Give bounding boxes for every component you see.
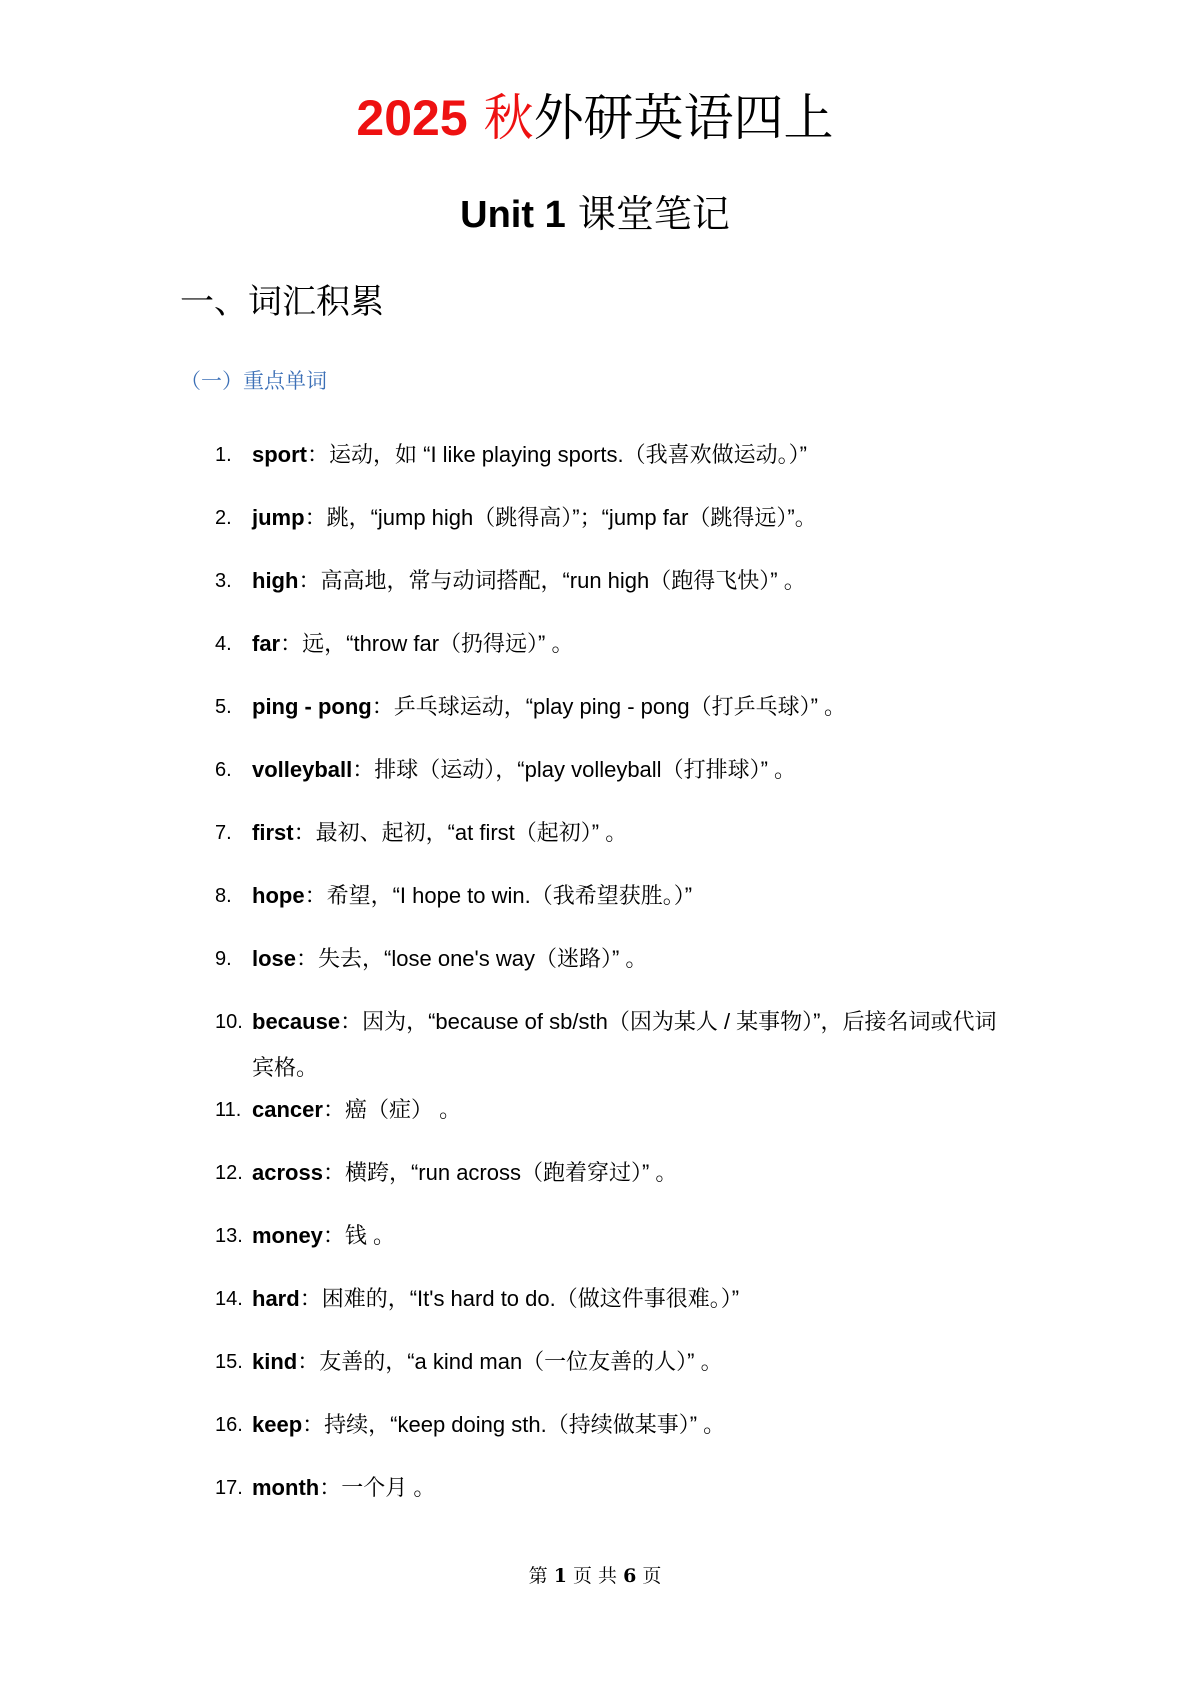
vocab-item <box>215 1158 1015 1221</box>
vocab-number: 13. <box>215 1225 243 1247</box>
vocab-word: cancer <box>252 1097 323 1122</box>
vocab-item <box>215 566 1015 629</box>
vocab-number: 14. <box>215 1288 243 1310</box>
vocab-word: far <box>252 631 281 656</box>
vocab-word: because <box>252 1009 341 1034</box>
vocab-number: 7. <box>215 822 232 844</box>
title-rest: 外研英语四上 <box>533 89 834 147</box>
vocab-word: keep <box>252 1412 303 1437</box>
vocab-number: 3. <box>215 570 232 592</box>
section-heading: 一、词汇积累 <box>180 282 384 322</box>
vocab-description: ：希望，“I hope to win.（我希望获胜。）” <box>304 883 693 908</box>
vocab-description: ：乒乓球运动，“play ping - pong（打乒乓球）” 。 <box>371 694 847 719</box>
vocab-description: ：癌（症） 。 <box>322 1097 462 1122</box>
vocab-description: ：运动，如 “I like playing sports.（我喜欢做运动。）” <box>307 442 807 467</box>
vocab-word: first <box>252 820 294 845</box>
vocab-item <box>215 440 1015 503</box>
vocab-item <box>215 1095 1015 1158</box>
vocab-description: ：一个月 。 <box>319 1475 436 1500</box>
subtitle-rest: 课堂笔记 <box>577 192 730 236</box>
vocab-word: month <box>252 1475 320 1500</box>
vocab-number: 9. <box>215 948 232 970</box>
document-title <box>0 88 1190 148</box>
vocab-item <box>215 1410 1015 1473</box>
vocab-word: kind <box>252 1349 298 1374</box>
vocab-item <box>215 755 1015 818</box>
vocab-description: ：排球（运动），“play volleyball（打排球）” 。 <box>352 757 797 782</box>
vocab-word: jump <box>252 505 305 530</box>
vocab-list <box>215 440 1015 1536</box>
vocab-number: 12. <box>215 1162 243 1184</box>
vocab-number: 5. <box>215 696 232 718</box>
vocab-description: ：友善的，“a kind man（一位友善的人）” 。 <box>297 1349 723 1374</box>
vocab-item <box>215 1347 1015 1410</box>
vocab-word: hard <box>252 1286 300 1311</box>
vocab-description: ：远，“throw far（扔得远）” 。 <box>280 631 574 656</box>
vocab-description: ：持续，“keep doing sth.（持续做某事）” 。 <box>302 1412 726 1437</box>
vocab-number: 10. <box>215 1011 243 1033</box>
vocab-number: 1. <box>215 444 232 466</box>
vocab-number: 8. <box>215 885 232 907</box>
vocab-word: sport <box>252 442 307 467</box>
vocab-description: ：失去，“lose one's way（迷路）” 。 <box>296 946 648 971</box>
vocab-item <box>215 503 1015 566</box>
vocab-description: ：困难的，“It's hard to do.（做这件事很难。）” <box>299 1286 740 1311</box>
document-subtitle <box>0 190 1190 239</box>
vocab-number: 4. <box>215 633 232 655</box>
vocab-item <box>215 999 1015 1095</box>
vocab-word: lose <box>252 946 297 971</box>
footer-middle: 页 共 <box>572 1565 618 1587</box>
vocab-word: volleyball <box>252 757 353 782</box>
vocab-word: money <box>252 1223 323 1248</box>
vocab-number: 11. <box>215 1099 242 1121</box>
vocab-item <box>215 1473 1015 1536</box>
vocab-item <box>215 629 1015 692</box>
vocab-description: ：钱 。 <box>322 1223 396 1248</box>
vocab-item <box>215 818 1015 881</box>
vocab-number: 2. <box>215 507 232 529</box>
vocab-description: ：最初、起初，“at first（起初）” 。 <box>293 820 628 845</box>
vocab-description: ：因为，“because of sb/sth（因为某人 / 某事物）”，后接名词或代词宾格。 <box>252 1009 997 1080</box>
footer-total-pages: 6 <box>623 1565 637 1587</box>
vocab-number: 17. <box>215 1477 243 1499</box>
page-footer <box>0 1563 1190 1589</box>
footer-prefix: 第 <box>528 1565 548 1587</box>
vocab-description: ：高高地，常与动词搭配，“run high（跑得飞快）” 。 <box>298 568 806 593</box>
vocab-item <box>215 944 1015 1007</box>
vocab-word: ping - pong <box>252 694 372 719</box>
vocab-description: ：跳，“jump high（跳得高）”；“jump far（跳得远）”。 <box>304 505 817 530</box>
vocab-item <box>215 1284 1015 1347</box>
vocab-description: ：横跨，“run across（跑着穿过）” 。 <box>322 1160 678 1185</box>
vocab-number: 15. <box>215 1351 243 1373</box>
vocab-word: high <box>252 568 299 593</box>
vocab-number: 16. <box>215 1414 243 1436</box>
vocab-word: hope <box>252 883 305 908</box>
sub-heading: （一）重点单词 <box>180 369 327 393</box>
title-season: 秋 <box>483 89 534 147</box>
vocab-item <box>215 692 1015 755</box>
title-year: 2025 <box>356 90 468 146</box>
vocab-word: across <box>252 1160 323 1185</box>
vocab-item <box>215 1221 1015 1284</box>
footer-page-number: 1 <box>553 1565 567 1587</box>
vocab-number: 6. <box>215 759 232 781</box>
footer-suffix: 页 <box>642 1565 662 1587</box>
vocab-item <box>215 881 1015 944</box>
subtitle-unit: Unit 1 <box>460 194 566 236</box>
